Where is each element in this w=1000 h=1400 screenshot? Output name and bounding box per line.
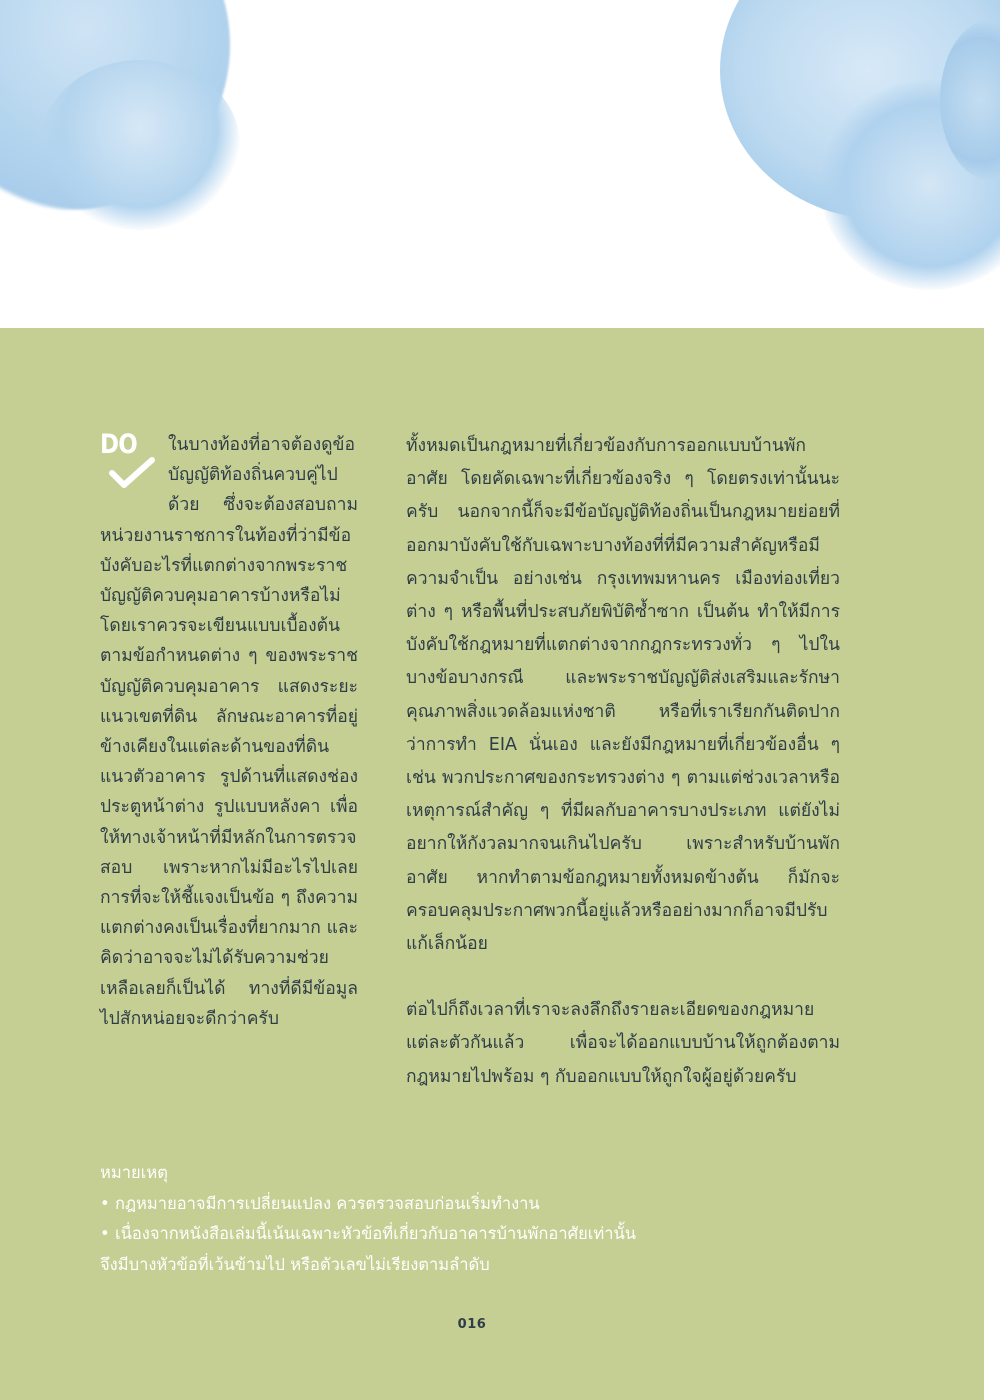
note-item-continued: จึงมีบางหัวข้อที่เว้นข้ามไป หรือตัวเลขไม่เรียงตามลำดับ xyxy=(100,1254,490,1274)
paragraph: ต่อไปก็ถึงเวลาที่เราจะลงลึกถึงรายละเอียดของกฎหมายแต่ละตัวกันแล้ว เพื่อจะได้ออกแบบบ้านให้ถูกต้องตามกฎหมายไปพร้อม ๆ กับออกแบบให้ถูกใจผู้อยู่ด้วยครับ xyxy=(406,1000,840,1087)
main-text-column xyxy=(406,430,840,1094)
paragraph: ทั้งหมดเป็นกฎหมายที่เกี่ยวข้องกับการออกแบบบ้านพักอาศัย โดยคัดเฉพาะที่เกี่ยวข้องจริง ๆ โดยตรงเท่านั้นนะครับ นอกจากนี้ก็จะมีข้อบัญญัติท้องถิ่นเป็นกฎหมายย่อยที่ออกมาบังคับใช้กับเฉพาะบางท้องที่ที่มีความสำคัญหรือมีความจำเป็น อย่างเช่น กรุงเทพมหานคร เมืองท่องเที่ยวต่าง ๆ หรือพื้นที่ประสบภัยพิบัติซ้ำซาก เป็นต้น ทำให้มีการบังคับใช้กฎหมายที่แตกต่างจากกฎกระทรวงทั่ว ๆ ไปในบางข้อบางกรณี และพระราชบัญญัติส่งเสริมและรักษาคุณภาพสิ่งแวดล้อมแห่งชาติ หรือที่เราเรียกกันติดปากว่าการทำ EIA นั่นเอง และยังมีกฎหมายที่เกี่ยวข้องอื่น ๆ เช่น พวกประกาศของกระทรวงต่าง ๆ ตามแต่ช่วงเวลาหรือเหตุการณ์สำคัญ ๆ ที่มีผลกับอาคารบางประเภท แต่ยังไม่อยากให้กังวลมากจนเกินไปครับ เพราะสำหรับบ้านพักอาศัย หากทำตามข้อกฎหมายทั้งหมดข้างต้น ก็มักจะครอบคลุมประกาศพวกนี้อยู่แล้วหรืออย่างมากก็อาจมีปรับแก้เล็กน้อย xyxy=(406,436,840,955)
note-item: • เนื่องจากหนังสือเล่มนี้เน้นเฉพาะหัวข้อที่เกี่ยวกับอาคารบ้านพักอาศัยเท่านั้น xyxy=(100,1224,637,1243)
checkmark-icon xyxy=(108,456,156,490)
do-tip-text: ในบางท้องที่อาจต้องดูข้อบัญญัติท้องถิ่นควบคู่ไปด้วย ซึ่งจะต้องสอบถามหน่วยงานราชการในท้องที่ว่ามีข้อบังคับอะไรที่แตกต่างจากพระราชบัญญัติควบคุมอาคารบ้างหรือไม่ โดยเราควรจะเขียนแบบเบื้องต้นตามข้อกำหนดต่าง ๆ ของพระราชบัญญัติควบคุมอาคาร แสดงระยะแนวเขตที่ดิน ลักษณะอาคารที่อยู่ข้างเคียงในแต่ละด้านของที่ดิน แนวตัวอาคาร รูปด้านที่แสดงช่องประตูหน้าต่าง รูปแบบหลังคา เพื่อให้ทางเจ้าหน้าที่มีหลักในการตรวจสอบ เพราะหากไม่มีอะไรไปเลย การที่จะให้ชี้แจงเป็นข้อ ๆ ถึงความแตกต่างคงเป็นเรื่องที่ยากมาก และคิดว่าอาจจะไม่ได้รับความช่วยเหลือเลยก็เป็นได้ ทางที่ดีมีข้อมูลไปสักหน่อยจะดีกว่าครับ xyxy=(100,435,358,1029)
page-number: 016 xyxy=(457,1317,487,1332)
notes-heading: หมายเหตุ xyxy=(100,1163,168,1182)
note-item: • กฎหมายอาจมีการเปลี่ยนแปลง ควรตรวจสอบก่อนเริ่มทำงาน xyxy=(100,1193,540,1213)
do-badge xyxy=(100,430,162,492)
do-label: DO xyxy=(100,429,137,460)
do-tip-column xyxy=(100,430,358,1034)
notes-section xyxy=(100,1158,740,1280)
watercolor-blob-left-inner xyxy=(40,60,240,230)
